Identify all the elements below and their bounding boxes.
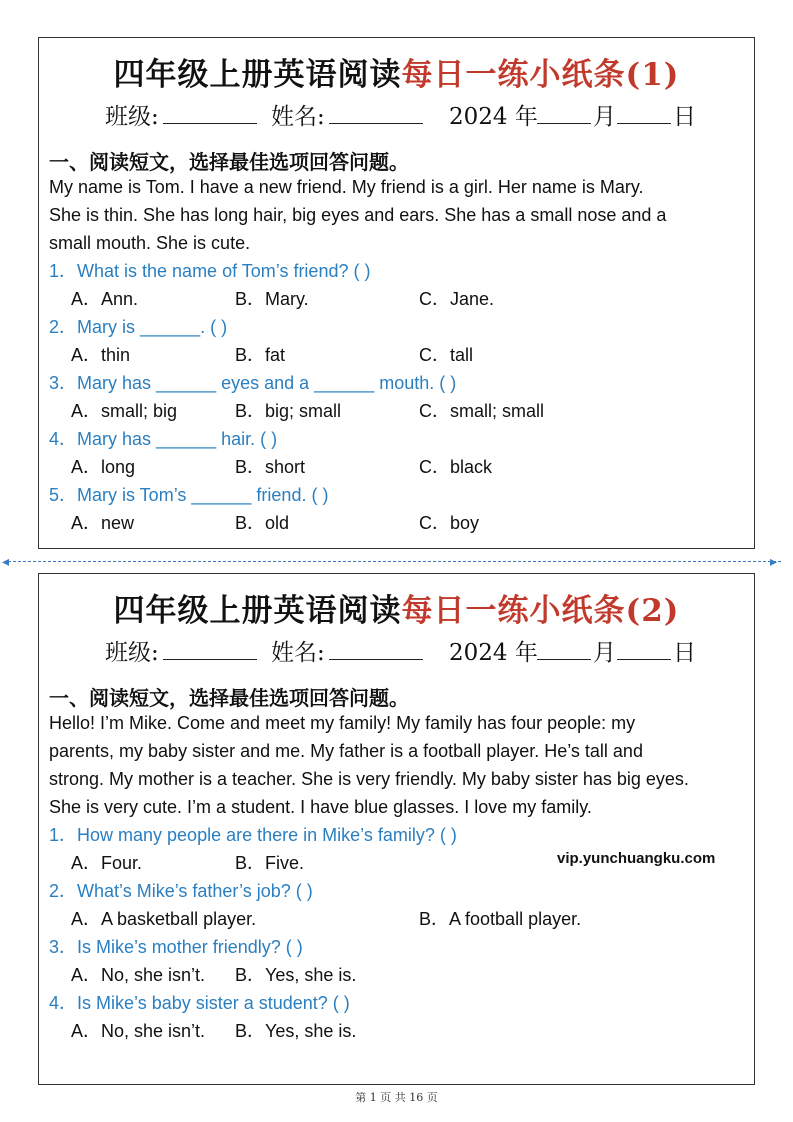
passage-line: My name is Tom. I have a new friend. My friend is a girl. Her name is Mary.: [49, 177, 644, 197]
option-c[interactable]: C．small; small: [419, 401, 545, 421]
option-a[interactable]: A．A basketball player.: [71, 909, 257, 929]
option-b[interactable]: B．fat: [235, 345, 286, 365]
class-label: 班级:: [105, 104, 159, 130]
option-b[interactable]: B．Mary.: [235, 289, 309, 309]
question-2: 2．Mary is ______. ( ): [49, 317, 228, 337]
month-blank[interactable]: [537, 634, 591, 660]
worksheet-card-1: [38, 37, 755, 549]
month-blank[interactable]: [537, 98, 591, 124]
card-title: [39, 49, 754, 94]
cut-arrow-right-icon: ▸: [770, 553, 778, 569]
worksheet-card-2: [38, 573, 755, 1085]
option-b[interactable]: B．Five.: [235, 853, 305, 873]
option-a[interactable]: A．thin: [71, 345, 131, 365]
option-a[interactable]: A．long: [71, 457, 136, 477]
option-b[interactable]: B．Yes, she is.: [235, 1021, 357, 1041]
option-a[interactable]: A．No, she isn’t.: [71, 965, 206, 985]
page-footer: 第 1 页 共 16 页: [355, 1091, 438, 1104]
name-label: 姓名:: [271, 640, 325, 666]
year-label: 2024 年: [449, 640, 538, 666]
option-b[interactable]: B．short: [235, 457, 306, 477]
name-label: 姓名:: [271, 104, 325, 130]
question-4: 4．Mary has ______ hair. ( ): [49, 429, 278, 449]
class-blank[interactable]: [163, 634, 257, 660]
question-5: 5．Mary is Tom’s ______ friend. ( ): [49, 485, 329, 505]
title-red: 每日一练小纸条(2): [401, 593, 680, 629]
class-label: 班级:: [105, 640, 159, 666]
watermark-text: vip.yunchuangku.com: [557, 850, 716, 867]
option-c[interactable]: C．Jane.: [419, 289, 495, 309]
name-blank[interactable]: [329, 634, 423, 660]
option-c[interactable]: C．black: [419, 457, 493, 477]
option-b[interactable]: B．big; small: [235, 401, 342, 421]
reading-passage: [49, 173, 747, 257]
section-heading: 一、阅读短文，选择最佳选项回答问题。: [49, 686, 409, 710]
day-label: 日: [673, 640, 696, 666]
passage-line: She is thin. She has long hair, big eyes and ears. She has a small nose and a: [49, 205, 667, 225]
title-black: 四年级上册英语阅读: [113, 593, 402, 629]
cut-arrow-left-icon: ◂: [2, 553, 10, 569]
question-1: 1．What is the name of Tom’s friend? ( ): [49, 261, 371, 281]
question-3: 3．Is Mike’s mother friendly? ( ): [49, 937, 303, 957]
cut-line-divider: [8, 561, 781, 564]
card-title: [39, 585, 754, 630]
title-black: 四年级上册英语阅读: [113, 57, 402, 93]
day-label: 日: [673, 104, 696, 130]
name-blank[interactable]: [329, 98, 423, 124]
option-b[interactable]: B．old: [235, 513, 290, 533]
day-blank[interactable]: [617, 634, 671, 660]
option-a[interactable]: A．new: [71, 513, 135, 533]
day-blank[interactable]: [617, 98, 671, 124]
option-b[interactable]: B．A football player.: [419, 909, 582, 929]
question-1: 1．How many people are there in Mike’s family? ( ): [49, 825, 457, 845]
section-heading: 一、阅读短文，选择最佳选项回答问题。: [49, 150, 409, 174]
reading-passage: [49, 709, 747, 821]
passage-line: strong. My mother is a teacher. She is very friendly. My baby sister has big eyes.: [49, 769, 689, 789]
option-a[interactable]: A．Four.: [71, 853, 143, 873]
question-2: 2．What’s Mike’s father’s job? ( ): [49, 881, 313, 901]
option-c[interactable]: C．boy: [419, 513, 480, 533]
question-4: 4．Is Mike’s baby sister a student? ( ): [49, 993, 350, 1013]
question-3: 3．Mary has ______ eyes and a ______ mouth. ( ): [49, 373, 457, 393]
month-label: 月: [593, 640, 616, 666]
option-a[interactable]: A．No, she isn’t.: [71, 1021, 206, 1041]
option-a[interactable]: A．small; big: [71, 401, 178, 421]
year-label: 2024 年: [449, 104, 538, 130]
passage-line: She is very cute. I’m a student. I have blue glasses. I love my family.: [49, 797, 592, 817]
option-b[interactable]: B．Yes, she is.: [235, 965, 357, 985]
month-label: 月: [593, 104, 616, 130]
passage-line: small mouth. She is cute.: [49, 233, 251, 253]
passage-line: parents, my baby sister and me. My father is a football player. He’s tall and: [49, 741, 643, 761]
option-a[interactable]: A．Ann.: [71, 289, 139, 309]
option-c[interactable]: C．tall: [419, 345, 474, 365]
class-blank[interactable]: [163, 98, 257, 124]
title-red: 每日一练小纸条(1): [401, 57, 680, 93]
passage-line: Hello! I’m Mike. Come and meet my family! My family has four people: my: [49, 713, 636, 733]
